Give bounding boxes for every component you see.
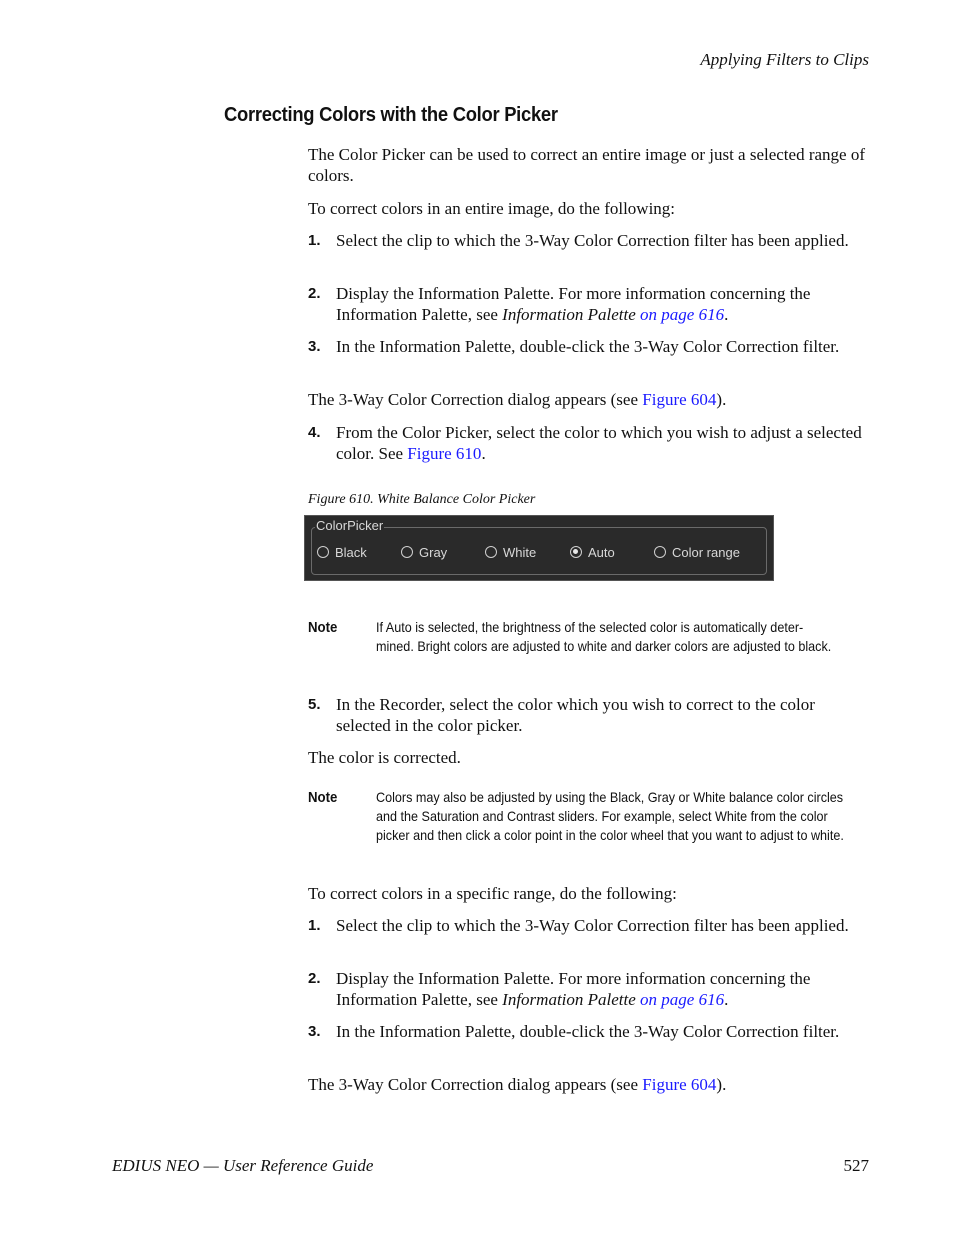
note-text: If Auto is selected, the brightness of the selected color is automatically deter- mined. Bright colors are adjusted to white and darker colors are adjusted to black. [376, 619, 832, 654]
range-lead-text: To correct colors in a specific range, do the following: [308, 884, 677, 903]
step-number: 4. [308, 424, 321, 441]
note-auto [308, 618, 853, 656]
figure-610-link[interactable]: Figure 610 [407, 444, 482, 463]
figure-604-link[interactable]: Figure 604 [642, 1075, 717, 1094]
radio-unchecked-icon [485, 546, 497, 558]
range-step-2 [308, 968, 868, 1010]
color-picker-group-label: ColorPicker [316, 518, 384, 533]
step-text [336, 422, 868, 464]
step-text: In the Information Palette, double-click the 3-Way Color Correction filter. [336, 1022, 840, 1041]
entire-result [308, 389, 868, 410]
color-picker-panel [304, 515, 774, 581]
step-text-end: . [724, 305, 729, 324]
result-text-end: ). [716, 390, 727, 409]
note-label: Note [308, 789, 338, 806]
corrected-text: The color is corrected. [308, 748, 461, 767]
step-text-end: . [481, 444, 486, 463]
radio-checked-icon [570, 546, 582, 558]
range-step-1 [308, 915, 868, 936]
page-ref-link[interactable]: on page 616 [640, 305, 725, 324]
step-number: 1. [308, 917, 321, 934]
result-text-main: The 3-Way Color Correction dialog appears (see [308, 1075, 643, 1094]
result-text-end: ). [716, 1075, 727, 1094]
step-number: 5. [308, 696, 321, 713]
entire-step-2 [308, 283, 868, 325]
intro-paragraph [308, 144, 868, 186]
step-text [336, 968, 868, 1010]
step-number: 3. [308, 1023, 321, 1040]
radio-label: Auto [588, 544, 615, 560]
range-step-3 [308, 1021, 868, 1042]
intro-text: The Color Picker can be used to correct an entire image or just a selected range of colors. [308, 145, 865, 185]
step-text-main: Display the Information Palette. For more information concerning the Information Palette, see [336, 969, 811, 1009]
result-text-main: The 3-Way Color Correction dialog appears (see [308, 390, 643, 409]
radio-white[interactable] [485, 543, 536, 561]
page-ref-link[interactable]: on page 616 [640, 990, 725, 1009]
note-balance [308, 788, 853, 845]
page-number: 527 [843, 1156, 869, 1175]
step-text: Select the clip to which the 3-Way Color Correction filter has been applied. [336, 916, 849, 935]
radio-auto[interactable] [570, 543, 615, 561]
section-title: Correcting Colors with the Color Picker [224, 104, 558, 126]
cross-ref-title: Information Palette [502, 990, 636, 1009]
entire-step-4 [308, 422, 868, 464]
cross-ref-title: Information Palette [502, 305, 636, 324]
note-label: Note [308, 619, 338, 636]
entire-lead-text: To correct colors in an entire image, do the following: [308, 199, 676, 218]
step-text: In the Information Palette, double-click the 3-Way Color Correction filter. [336, 337, 840, 356]
step-text: In the Recorder, select the color which you wish to correct to the color selected in the color picker. [336, 695, 815, 735]
radio-gray[interactable] [401, 543, 447, 561]
range-lead [308, 883, 868, 904]
radio-black[interactable] [317, 543, 367, 561]
note-text: Colors may also be adjusted by using the Black, Gray or White balance color circles and the Saturation and Contrast sliders. For example, select White from the color picker and then click a color point in the color wheel that you want to adjust to white. [376, 789, 844, 843]
radio-unchecked-icon [401, 546, 413, 558]
figure-604-link[interactable]: Figure 604 [642, 390, 717, 409]
radio-label: White [503, 544, 537, 560]
result-text [308, 1074, 868, 1095]
radio-label: Black [335, 544, 367, 560]
step-text: Select the clip to which the 3-Way Color Correction filter has been applied. [336, 231, 849, 250]
step-number: 3. [308, 338, 321, 355]
figure-caption: Figure 610. White Balance Color Picker [308, 492, 536, 507]
footer-guide-title: EDIUS NEO — User Reference Guide [112, 1156, 374, 1175]
radio-unchecked-icon [654, 546, 666, 558]
range-result [308, 1074, 868, 1095]
step-text-main: Display the Information Palette. For more information concerning the Information Palette, see [336, 284, 811, 324]
entire-lead [308, 198, 868, 219]
running-header: Applying Filters to Clips [700, 50, 869, 69]
radio-color-range[interactable] [654, 543, 740, 561]
step-number: 2. [308, 285, 321, 302]
step-text [336, 283, 868, 325]
step-number: 1. [308, 232, 321, 249]
entire-step-1 [308, 230, 868, 251]
radio-label: Gray [419, 544, 448, 560]
step-number: 2. [308, 970, 321, 987]
result-text [308, 389, 868, 410]
step-5 [308, 694, 868, 736]
step-text-end: . [724, 990, 729, 1009]
entire-step-3 [308, 336, 868, 357]
radio-label: Color range [672, 544, 740, 560]
corrected-paragraph [308, 747, 868, 768]
step-text-main: From the Color Picker, select the color to which you wish to adjust a selected color. See [336, 423, 862, 463]
radio-unchecked-icon [317, 546, 329, 558]
